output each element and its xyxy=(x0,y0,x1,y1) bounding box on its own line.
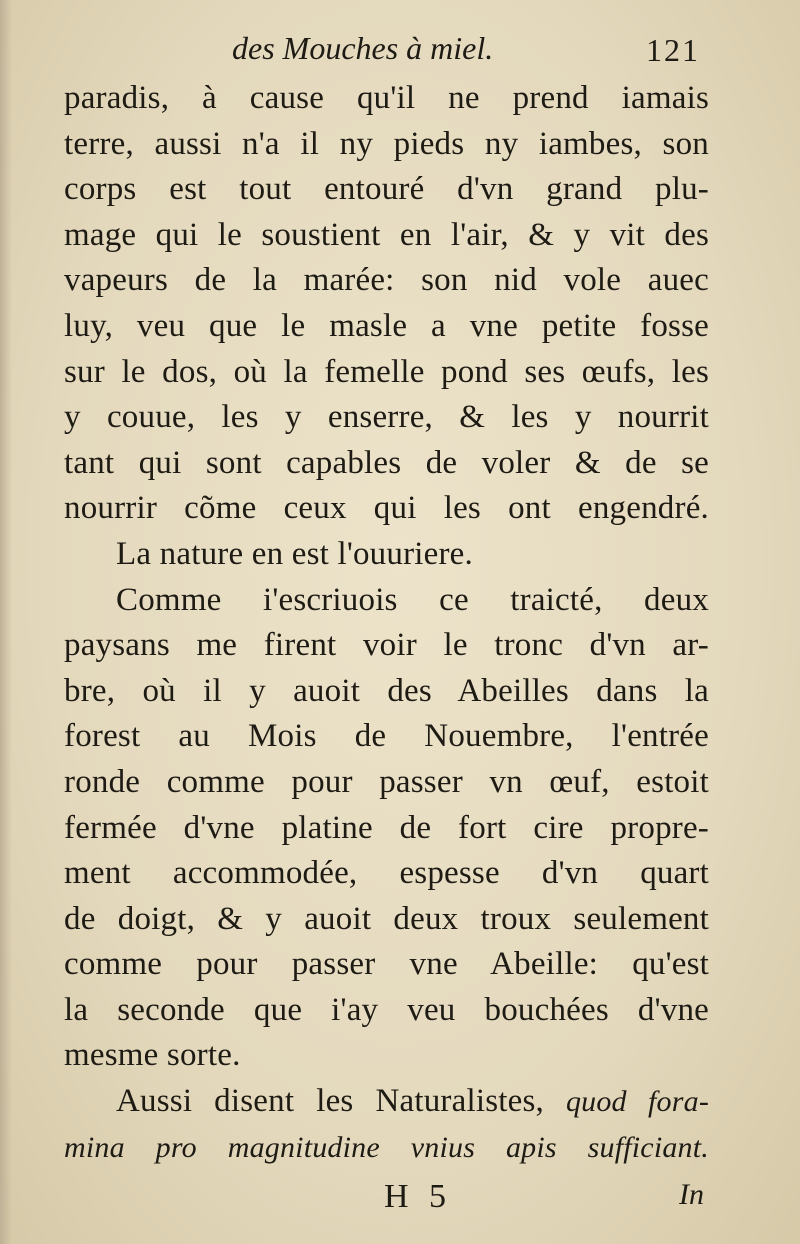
signature-mark: H 5 xyxy=(384,1178,453,1215)
text-line-11: La nature en est l'ouuriere. xyxy=(116,535,473,572)
text-line-13: paysans me firent voir le tronc d'vn ar- xyxy=(64,627,709,664)
text-line-14: bre, où il y auoit des Abeilles dans la xyxy=(64,672,709,709)
text-line-12: Comme i'escriuois ce traicté, deux xyxy=(116,581,709,618)
text-line-9: tant qui sont capables de voler & de se xyxy=(64,444,709,481)
text-line-18: ment accommodée, espesse d'vn quart xyxy=(64,855,709,892)
text-line-17: fermée d'vne platine de fort cire propre- xyxy=(64,809,709,846)
text-line-8: y couue, les y enserre, & les y nourrit xyxy=(64,399,709,436)
text-line-2: terre, aussi n'a il ny pieds ny iambes, son xyxy=(64,125,709,162)
text-line-20: comme pour passer vne Abeille: qu'est xyxy=(64,946,709,983)
text-line-4: mage qui le soustient en l'air, & y vit des xyxy=(64,216,709,253)
text-line-16: ronde comme pour passer vn œuf, estoit xyxy=(64,763,709,800)
text-line-23 xyxy=(64,1079,709,1125)
text-line-5: vapeurs de la marée: son nid vole auec xyxy=(64,262,709,299)
page-number: 121 xyxy=(646,32,700,68)
catchword: In xyxy=(679,1178,704,1211)
text-line-21: la seconde que i'ay veu bouchées d'vne xyxy=(64,991,709,1028)
text-line-3: corps est tout entouré d'vn grand plu- xyxy=(64,171,709,208)
body-text xyxy=(64,76,709,1170)
page-footer xyxy=(64,1178,704,1228)
text-line-22: mesme sorte. xyxy=(64,1037,241,1074)
text-line-1: paradis, à cause qu'il ne prend iamais xyxy=(64,80,709,116)
text-line-7: sur le dos, où la femelle pond ses œufs, les xyxy=(64,353,709,390)
text-line-10: nourrir cõme ceux qui les ont engendré. xyxy=(64,490,709,527)
running-title: des Mouches à miel. xyxy=(232,30,494,66)
latin-intro: Aussi disent les Naturalistes, xyxy=(116,1083,544,1120)
text-line-15: forest au Mois de Nouembre, l'entrée xyxy=(64,718,709,755)
latin-quote-end: mina pro magnitudine vnius apis sufficiant. xyxy=(64,1130,709,1164)
page-header xyxy=(232,30,700,74)
text-line-6: luy, veu que le masle a vne petite fosse xyxy=(64,307,709,344)
text-line-19: de doigt, & y auoit deux troux seulement xyxy=(64,900,709,937)
latin-quote-start: quod fora- xyxy=(565,1085,710,1119)
page-edge-shadow xyxy=(0,0,12,1244)
